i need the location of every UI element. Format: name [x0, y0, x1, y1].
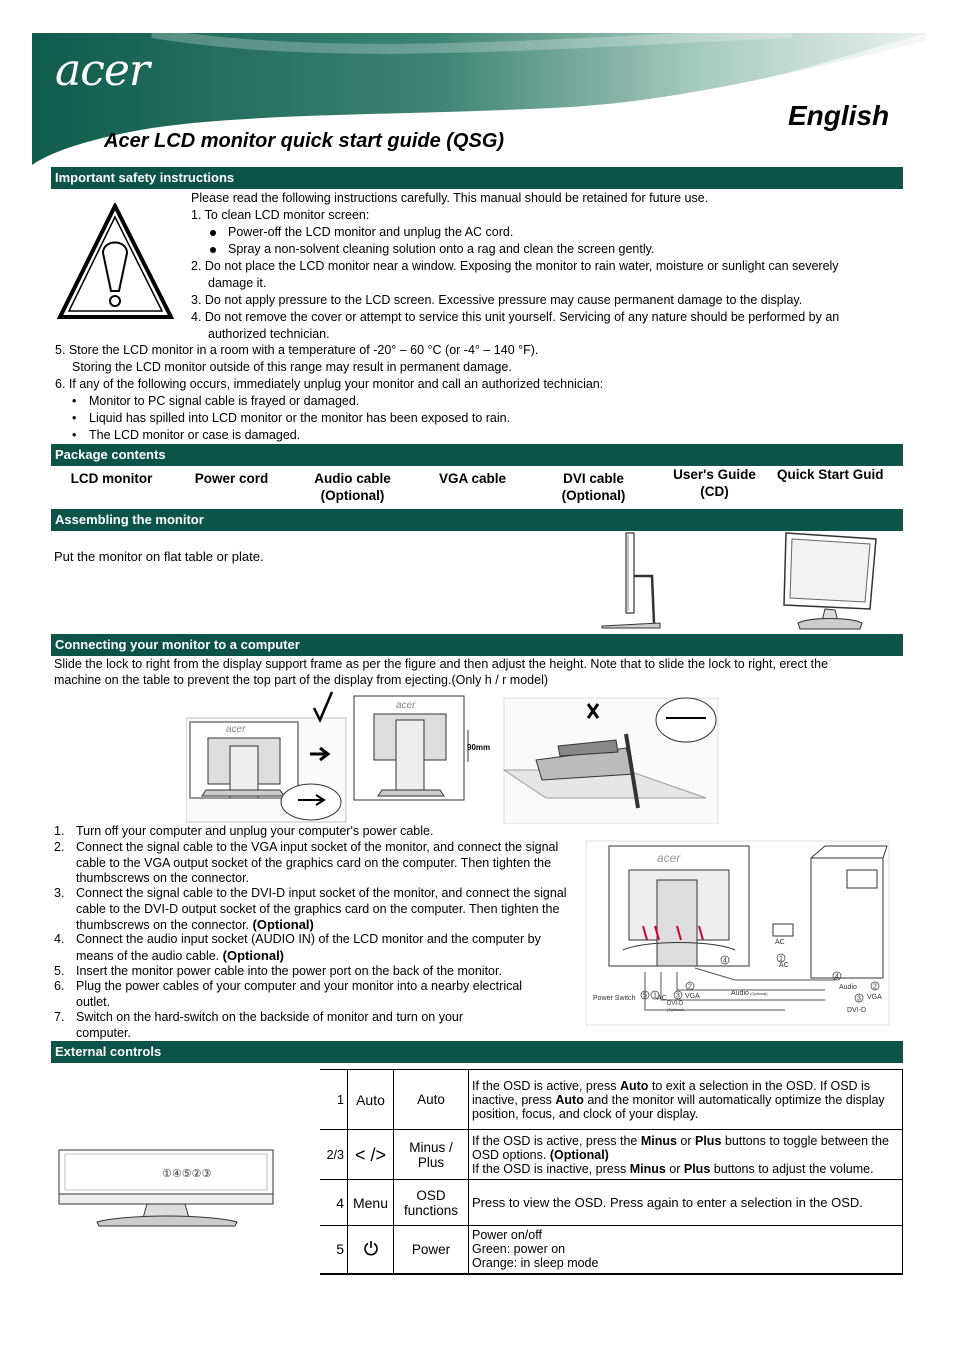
safety-intro: Please read the following instructions carefully. This manual should be retained for future use. — [191, 191, 709, 205]
package-vga-cable: VGA cable — [438, 471, 507, 486]
row-2-key: < /> — [348, 1130, 394, 1180]
diagram-num-4b: 4 — [835, 973, 839, 981]
step-3: 3. Connect the signal cable to the DVI-D input socket of the monitor, and connect the signal cable to the DVI-D output socket of the graphics card on the computer. Then tighten the thumbscrews on the connector. (Optional) — [54, 886, 567, 932]
step-7: 7. Switch on the hard-switch on the backside of monitor and turn on your computer. — [54, 1010, 464, 1040]
row-2-number: 2/3 — [320, 1130, 348, 1180]
diagram-logo: acer — [657, 851, 681, 865]
step-2: 2. Connect the signal cable to the VGA input socket of the monitor, and connect the signal cable to the VGA output socket of the graphics card on the computer. Then tighten the thumbscrews on the connector. — [54, 840, 559, 885]
monitor-side-view-image — [600, 531, 680, 631]
step-5: 5. Insert the monitor power cable into the power port on the back of the monitor. — [54, 964, 502, 978]
table-row — [320, 1130, 903, 1180]
safety-item-1: 1. To clean LCD monitor screen: — [191, 208, 370, 222]
diagram-num-2b: 2 — [873, 983, 877, 991]
row-4-number: 5 — [320, 1226, 348, 1274]
diagram-label-ac-3: AC — [657, 995, 667, 1002]
row-4-name: Power — [394, 1226, 469, 1274]
diagram-label-audio: Audio — [731, 990, 749, 997]
diagram-label-vga: VGA — [685, 993, 700, 1000]
connecting-intro-line2: machine on the table to prevent the top part of the display from ejecting.(Only h / r model) — [54, 673, 549, 687]
safety-item-4-cont: authorized technician. — [208, 327, 330, 341]
diagram-label-power-switch: Power Switch — [593, 995, 636, 1002]
row-1-key: Auto — [348, 1070, 394, 1130]
assembling-text: Put the monitor on flat table or plate. — [54, 549, 264, 564]
table-row — [320, 1226, 903, 1274]
section-header-connecting: Connecting your monitor to a computer — [51, 634, 903, 656]
row-4-description: Power on/off Green: power on Orange: in sleep mode — [469, 1226, 903, 1274]
language-label: English — [788, 100, 890, 131]
safety-item-2-cont: damage it. — [208, 276, 267, 290]
safety-sub-2: • Liquid has spilled into LCD monitor or the monitor has been exposed to rain. — [72, 411, 511, 425]
row-3-description: Press to view the OSD. Press again to enter a selection in the OSD. — [469, 1180, 903, 1226]
section-header-external: External controls — [51, 1041, 903, 1063]
section-header-safety: Important safety instructions — [51, 167, 903, 189]
safety-item-2: 2. Do not place the LCD monitor near a window. Exposing the monitor to rain water, moisture or sunlight can severely — [191, 259, 839, 273]
diagram-num-1b: 1 — [653, 992, 657, 1000]
acer-logo: acer — [55, 45, 149, 96]
row-2-description: If the OSD is active, press the Minus or Plus buttons to toggle between the OSD options. (Optional) If the OSD is inactive, press Minus or Plus buttons to adjust the volume. — [469, 1130, 903, 1180]
safety-item-4: 4. Do not remove the cover or attempt to service this unit yourself. Servicing of any nature should be performed by an — [191, 310, 840, 324]
row-3-key: Menu — [348, 1180, 394, 1226]
diagram-num-1: 1 — [779, 955, 783, 963]
safety-sub-1: • Monitor to PC signal cable is frayed or damaged. — [72, 394, 360, 408]
diagram-num-3: 3 — [676, 992, 680, 1000]
safety-item-5: 5. Store the LCD monitor in a room with a temperature of -20° – 60 °C (or -4° – 140 °F). — [55, 343, 539, 357]
diagram-label-dvid: DVI-D — [667, 1001, 684, 1007]
connection-diagram — [585, 840, 890, 1026]
table-row — [320, 1180, 903, 1226]
page-title: Acer LCD monitor quick start guide (QSG) — [104, 130, 505, 152]
connecting-intro-line1: Slide the lock to right from the display support frame as per the figure and then adjust the height. Note that to slide the lock to right, erect the — [54, 657, 829, 671]
diagram-label-ac-2: AC — [779, 962, 789, 969]
row-1-description: If the OSD is active, press Auto to exit a selection in the OSD. If OSD is inactive, press Auto and the monitor will automatically optimize the display position, focus, and clock of your display. — [469, 1070, 903, 1130]
diagram-label-ac: AC — [775, 939, 785, 946]
diagram-label-vga-2: VGA — [867, 994, 882, 1001]
step-1: 1. Turn off your computer and unplug your computer's power cable. — [54, 824, 434, 838]
table-top-rule — [320, 1069, 903, 1070]
monitor-front-view-image — [780, 529, 880, 633]
safety-item-3: 3. Do not apply pressure to the LCD screen. Excessive pressure may cause permanent damage to the display. — [191, 293, 803, 307]
package-quick-start-guide: Quick Start Guid — [777, 467, 884, 482]
height-lock-figure — [186, 690, 720, 824]
section-header-package: Package contents — [51, 444, 903, 466]
row-1-name: Auto — [394, 1070, 469, 1130]
diagram-label-audio-optional: (Optional) — [750, 991, 768, 996]
safety-item-6: 6. If any of the following occurs, immediately unplug your monitor and call an authorized technician: — [55, 377, 604, 391]
row-1-number: 1 — [320, 1070, 348, 1130]
external-controls-table — [320, 1069, 903, 1275]
diagram-label-dvid-optional: (Optional) — [667, 1007, 685, 1012]
package-lcd-monitor: LCD monitor — [70, 471, 153, 486]
step-6: 6. Plug the power cables of your computer and your monitor into a nearby electrical outlet. — [54, 979, 523, 1009]
safety-sub-3: • The LCD monitor or case is damaged. — [72, 428, 301, 442]
table-row — [320, 1070, 903, 1130]
package-power-cord: Power cord — [194, 471, 269, 486]
svg-text:acer: acer — [226, 724, 246, 735]
step-4: 4. Connect the audio input socket (AUDIO IN) of the LCD monitor and the computer by means of the audio cable. (Optional) — [54, 932, 541, 963]
safety-bullet-2: Spray a non-solvent cleaning solution onto a rag and clean the screen gently. — [210, 241, 654, 258]
diagram-num-2: 2 — [688, 983, 692, 991]
section-header-assembling: Assembling the monitor — [51, 509, 903, 531]
height-dimension-label: 90mm — [467, 743, 491, 752]
package-dvi-cable: DVI cable (Optional) — [561, 471, 626, 503]
diagram-num-4: 4 — [723, 957, 727, 965]
svg-text:acer: acer — [396, 700, 416, 711]
diagram-label-dvid-2: DVI-D — [847, 1007, 867, 1014]
package-audio-cable: Audio cable (Optional) — [314, 471, 391, 503]
row-4-key — [348, 1226, 394, 1274]
package-users-guide: User's Guide (CD) — [673, 467, 756, 499]
warning-triangle-icon — [57, 203, 174, 321]
diagram-label-audio-2: Audio — [839, 984, 857, 991]
row-3-number: 4 — [320, 1180, 348, 1226]
diagram-num-3b: 3 — [857, 995, 861, 1003]
power-icon — [363, 1240, 379, 1256]
monitor-controls-image — [57, 1148, 277, 1234]
safety-bullet-1: Power-off the LCD monitor and unplug the AC cord. — [210, 224, 513, 241]
row-3-name: OSD functions — [394, 1180, 469, 1226]
diagram-num-5: 5 — [643, 992, 647, 1000]
safety-item-5-cont: Storing the LCD monitor outside of this range may result in permanent damage. — [72, 360, 512, 374]
row-2-name: Minus / Plus — [394, 1130, 469, 1180]
controls-button-label: ①④⑤②③ — [162, 1168, 212, 1180]
